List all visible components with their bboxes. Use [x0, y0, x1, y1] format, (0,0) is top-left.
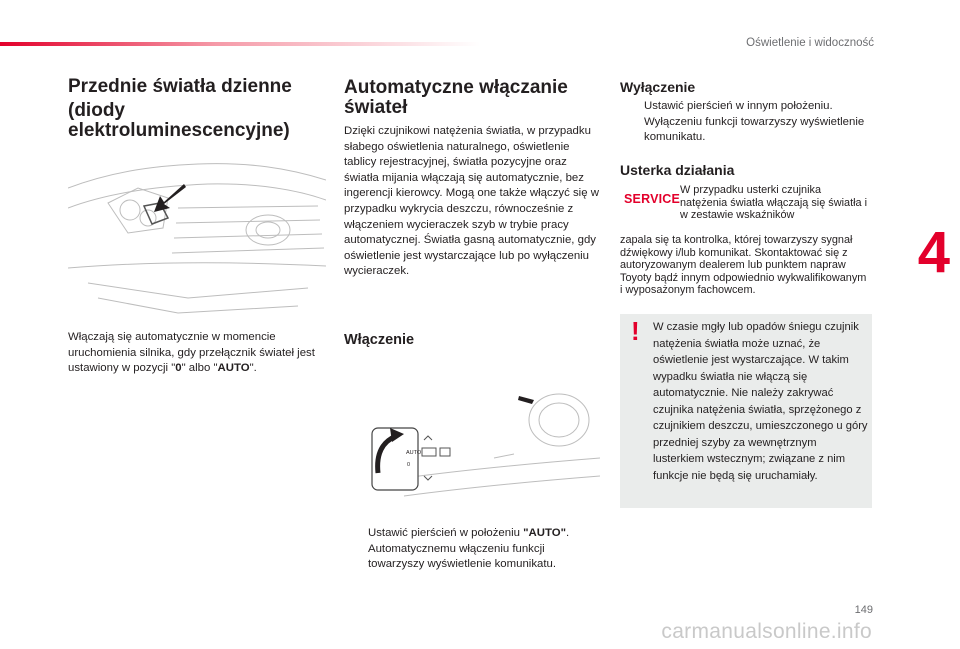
- watermark: carmanualsonline.info: [661, 620, 872, 643]
- light-stalk-illustration: [344, 378, 600, 500]
- deactivation-title: Wyłączenie: [620, 79, 696, 95]
- ring-label-auto: AUTO: [406, 450, 422, 456]
- drl-description: Włączają się automatycznie w momencie uruchomienia silnika, gdy przełącznik świateł jest ustawiony w pozycji "0" albo "AUTO".: [68, 331, 315, 375]
- drl-subtitle: (diody elektroluminescencyjne): [68, 100, 290, 141]
- drl-title: Przednie światła dzienne: [68, 76, 292, 97]
- ring-label-zero: 0: [407, 462, 411, 468]
- car-front-illustration: [68, 148, 326, 318]
- light-stalk-drawing: [344, 378, 600, 500]
- malfunction-title: Usterka działania: [620, 162, 735, 178]
- service-warning-icon: SERVICE: [624, 192, 681, 206]
- activation-step: Ustawić pierścień w położeniu "AUTO". Automatycznemu włączeniu funkcji towarzyszy wyświetlenie komunikatu.: [368, 527, 570, 571]
- deactivation-step: Ustawić pierścień w innym położeniu. Wyłączeniu funkcji towarzyszy wyświetlenie komunikatu.: [644, 100, 865, 144]
- auto-lights-title: Automatyczne włączanie świateł: [344, 77, 568, 118]
- chapter-number: 4: [917, 220, 950, 285]
- warning-box: [620, 314, 872, 508]
- activation-title: Włączenie: [344, 332, 415, 348]
- car-front-drawing: [68, 148, 326, 318]
- page-number: 149: [854, 604, 873, 616]
- warning-icon: !: [631, 316, 640, 346]
- warning-text: W czasie mgły lub opadów śniegu czujnik natężenia światła może uznać, że oświetlenie jest wystarczające. W takim wypadku światła nie włączą się automatycznie. Nie należy zakrywać czujnika natężenia światła, sprzężonego z czujnikiem deszczu, umieszczonego u góry przedniej szyby za wewnętrznym lusterkiem wstecznym; związane z nim funkcje nie będą się uruchamiały.: [653, 321, 868, 482]
- header-accent-bar: [0, 42, 480, 46]
- malfunction-text-b: zapala się ta kontrolka, której towarzyszy sygnał dźwiękowy i/lub komunikat. Skontaktować się z autoryzowanym dealerem lub punktem napraw Toyoty bądź innym odpowiednio wykwalifikowanym i wyposażonym fachowcem.: [620, 234, 867, 297]
- section-header: Oświetlenie i widoczność: [746, 37, 874, 49]
- malfunction-text-a: W przypadku usterki czujnika natężenia światła włączają się światła i w zestawie wskaźników: [680, 184, 868, 222]
- auto-lights-description: Dzięki czujnikowi natężenia światła, w przypadku słabego oświetlenia naturalnego, oświetlenie tablicy rejestracyjnej, światła pozycyjne oraz światła mijania włączają się automatycznie, bez ingerencji kierowcy. Mogą one także włączyć się w przypadku wykrycia deszczu, równocześnie z włączeniem wycieraczek szyb w trybie pracy automatycznej. Światła gasną automatycznie, gdy oświetlenie jest wystarczające lub po wyłączeniu wycieraczek.: [344, 125, 599, 278]
